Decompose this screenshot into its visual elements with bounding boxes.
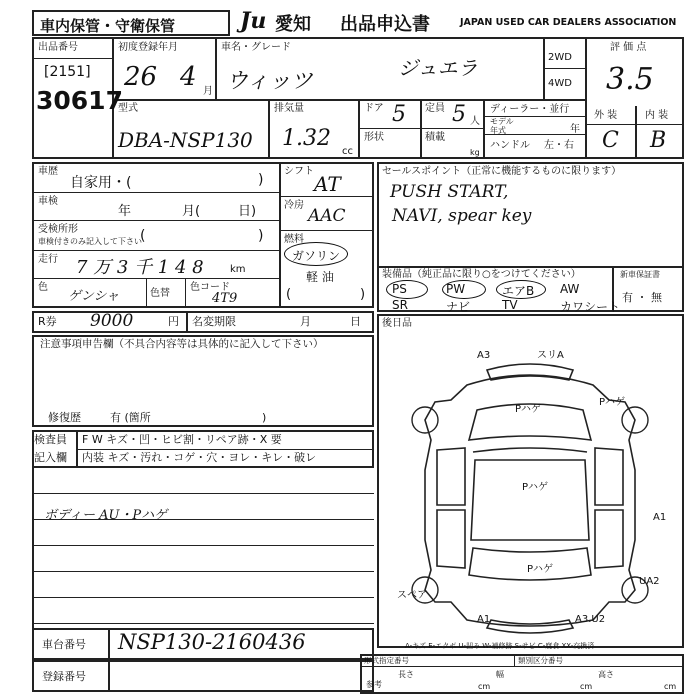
repair-history-label: 修復歴 — [48, 411, 81, 424]
registration-month-unit: 月 — [203, 86, 213, 97]
car-name: ウィッツ — [226, 69, 313, 94]
fuel-gasoline-circle — [284, 242, 348, 266]
color-code: 4T9 — [212, 291, 238, 306]
association-name: JAPAN USED CAR DEALERS ASSOCIATION — [460, 17, 677, 28]
diag-label-phage-right: Pハゲ — [599, 397, 626, 408]
inspection-year: 年 — [118, 204, 132, 219]
displacement-unit: cc — [342, 146, 353, 157]
equipment-item: カワシート — [560, 300, 621, 314]
shift-label: シフト — [284, 166, 314, 177]
warranty-note: 車検付きのみ記入して下さい — [38, 237, 142, 246]
capacity-unit: 人 — [470, 116, 480, 127]
interior-grade: B — [650, 128, 667, 153]
width-label: 幅 — [496, 670, 504, 679]
tax-expiry-day: 日 — [350, 315, 361, 328]
car-damage-diagram — [377, 340, 684, 640]
dealer-label: ディーラー・並行 — [490, 104, 570, 115]
mileage-label: 走行 — [38, 254, 58, 265]
model-label: 型式 — [118, 103, 138, 114]
mileage-value: 7 万 3 千 1 4 8 — [76, 257, 204, 278]
score-label: 評 価 点 — [610, 42, 647, 53]
drive-4wd: 4WD — [548, 78, 572, 89]
width-unit: cm — [580, 682, 593, 691]
model-year-label: モデル 年式 — [490, 117, 514, 135]
length-unit: cm — [478, 682, 491, 691]
height-label: 高さ — [598, 670, 614, 679]
pw-circle — [442, 280, 486, 299]
color-value: ゲンシャ — [68, 289, 120, 304]
selling-point-line1: PUSH START, — [390, 182, 509, 202]
aircon-value: AAC — [308, 206, 346, 226]
selling-point-line2: NAVI, spear key — [392, 206, 532, 226]
warranty-close: ) — [258, 228, 264, 244]
diag-label-a1-right: A1 — [653, 512, 667, 523]
diag-label-phage-rear: Pハゲ — [527, 564, 554, 575]
diag-spare-label: スペア — [397, 590, 427, 601]
equipment-item: PS — [392, 282, 407, 296]
chassis-number: NSP130-2160436 — [118, 630, 306, 654]
class-number-label: 類別区分番号 — [518, 656, 563, 665]
displacement-value: 1.32 — [282, 126, 331, 151]
recycle-label: R券 — [38, 315, 57, 328]
equipment-label: 装備品（純正品に限り○をつけてください） — [382, 269, 581, 280]
shift-value: AT — [314, 172, 341, 196]
mileage-unit: km — [230, 264, 246, 275]
equipment-item: エアB — [502, 284, 535, 298]
new-car-warranty-label: 新車保証書 — [620, 270, 660, 279]
lot-sub-number: [2151] — [44, 64, 91, 80]
inspector-label2: 記入欄 — [34, 451, 67, 464]
inspection-day: 日) — [238, 204, 257, 219]
color-label: 色 — [38, 282, 48, 293]
color-code-label: 色コード — [190, 282, 230, 293]
warranty-open: ( — [140, 228, 146, 244]
car-grade: ジュエラ — [398, 56, 478, 80]
recycle-value: 9000 — [90, 311, 134, 331]
fuel-open: ( — [286, 287, 292, 302]
capacity-value: 5 — [452, 102, 466, 127]
load-label: 積載 — [425, 132, 445, 143]
diag-label-a3u2: A3.U2 — [575, 614, 606, 625]
ps-circle — [386, 280, 428, 299]
repair-history-value: 有 (箇所 — [110, 411, 151, 424]
post-chart-label: 後日品 — [382, 318, 412, 329]
selling-points-label: セールスポイント（正常に機能するものに限ります） — [382, 166, 622, 177]
handle-label: ハンドル — [490, 140, 530, 151]
diag-label-a1-bottom: A1 — [477, 614, 491, 625]
org-name: 愛知 — [275, 14, 311, 35]
storage-badge-text: 車内保管・守衛保管 — [40, 17, 176, 35]
lot-label: 出品番号 — [38, 42, 78, 53]
inspection-month: 月( — [182, 204, 201, 219]
doors-label: ドア — [364, 103, 384, 114]
airbag-circle — [496, 280, 546, 299]
tax-expiry-month: 月 — [300, 315, 311, 328]
equipment-item: PW — [446, 282, 466, 296]
equipment-item: SR — [392, 298, 408, 312]
form-number-label: 形式指定番号 — [364, 656, 409, 665]
length-label: 長さ — [398, 670, 414, 679]
interior-label: 内 装 — [645, 110, 669, 121]
history-label: 車歴 — [38, 166, 58, 177]
tax-expiry-label: 名変期限 — [192, 315, 236, 328]
chassis-label: 車台番号 — [42, 638, 86, 651]
displacement-label: 排気量 — [274, 103, 304, 114]
warranty-label: 受検所形 — [38, 224, 78, 235]
handle-options: 左・右 — [544, 140, 574, 151]
inspector-row2: 内装 キズ・汚れ・コゲ・穴・ヨレ・キレ・破レ — [82, 451, 317, 464]
form-title: 出品申込書 — [340, 14, 430, 35]
recycle-unit: 円 — [168, 315, 179, 328]
registration-label: 初度登録年月 — [118, 42, 178, 53]
score-value: 3.5 — [606, 62, 654, 97]
doors-value: 5 — [392, 102, 406, 127]
inspector-label1: 検査員 — [34, 433, 67, 446]
capacity-label: 定員 — [425, 103, 445, 114]
fuel-label: 燃料 — [284, 234, 304, 245]
repair-history-close: ) — [262, 411, 267, 424]
car-name-label: 車名・グレード — [221, 42, 291, 53]
model-value: DBA-NSP130 — [118, 128, 253, 152]
diag-label-ua2: UA2 — [639, 576, 660, 587]
equipment-item: ナビ — [446, 300, 471, 314]
load-unit: kg — [470, 148, 480, 157]
storage-badge — [32, 10, 230, 36]
exterior-grade: C — [602, 128, 619, 153]
registration-year: 26 — [124, 62, 158, 92]
plate-label: 登録番号 — [42, 670, 86, 683]
fuel-close: ) — [360, 287, 366, 302]
registration-month: 4 — [180, 62, 197, 92]
equipment-item: AW — [560, 282, 580, 296]
history-value: 自家用・( — [70, 175, 132, 191]
diag-label-a3: A3 — [477, 350, 491, 361]
equipment-item: TV — [502, 298, 518, 312]
ref-label: 参考 — [366, 680, 382, 689]
fuel-light-oil: 軽 油 — [306, 270, 334, 284]
inspector-row1: F W キズ・凹・ヒビ割・リペア跡・X 要 — [82, 433, 282, 446]
notes-label: 注意事項申告欄（不具合内容等は具体的に記入して下さい） — [40, 338, 324, 350]
height-unit: cm — [664, 682, 677, 691]
damage-legend: A-キズ E-エクボ U-凹み W-補修跡 S-サビ C-腐食 XX-交換済 — [405, 642, 595, 650]
aircon-label: 冷房 — [284, 200, 304, 211]
diag-label-phage-roof: Pハゲ — [522, 482, 549, 493]
shape-label: 形状 — [364, 132, 384, 143]
fuel-gasoline: ガソリン — [292, 249, 341, 263]
diag-label-sura: スリA — [537, 350, 564, 361]
ju-logo: Ju — [240, 8, 267, 34]
diag-label-phage-front: Pハゲ — [515, 404, 542, 415]
history-close: ) — [258, 172, 264, 188]
model-year-unit: 年 — [570, 124, 580, 135]
inspection-label: 車検 — [38, 196, 58, 207]
drive-2wd: 2WD — [548, 52, 572, 63]
color-change-label: 色替 — [150, 288, 170, 299]
lot-number: 30617 — [36, 86, 123, 115]
inspector-handwritten-note: ボディー AU・Pハゲ — [44, 508, 168, 523]
new-car-warranty-options: 有 ・ 無 — [622, 291, 662, 304]
exterior-label: 外 装 — [594, 110, 618, 121]
